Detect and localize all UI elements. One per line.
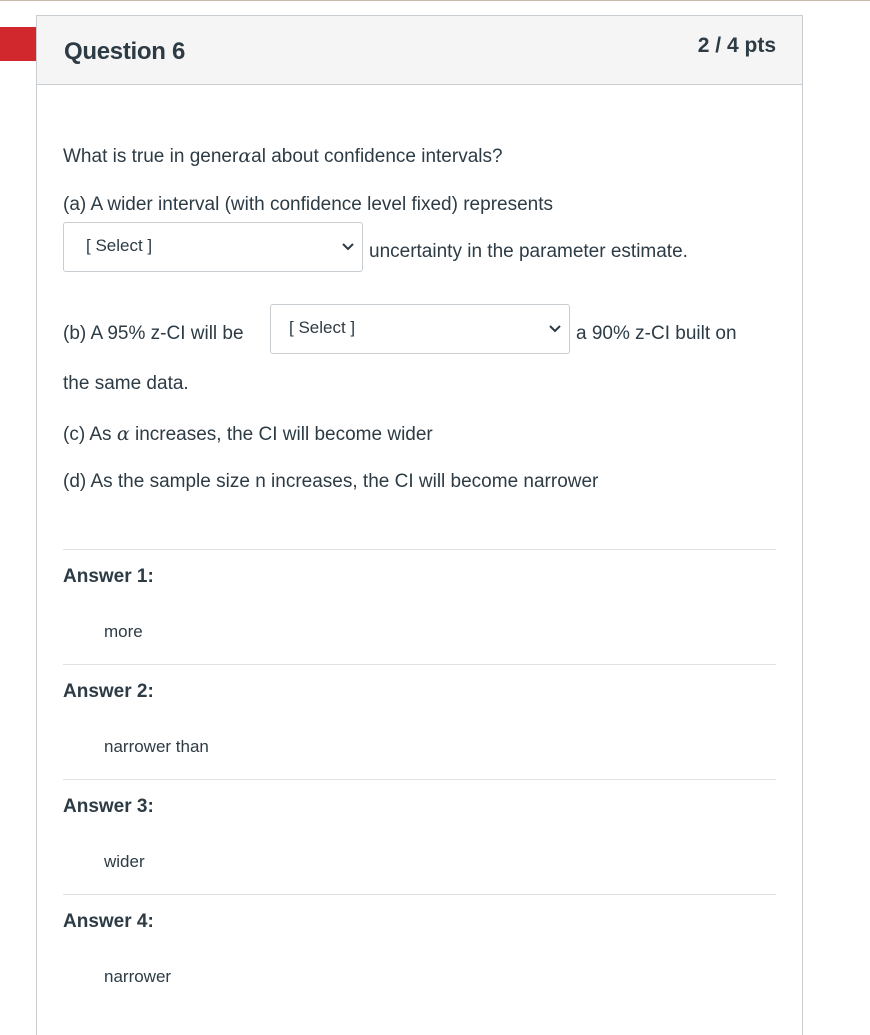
part-a-text: (a) A wider interval (with confidence level fixed) represents [63,194,554,215]
answer-1-label: Answer 1: [63,566,154,587]
question-points: 2 / 4 pts [697,34,776,57]
part-d-text: (d) As the sample size n increases, the CI will become narrower [63,471,599,492]
part-c-alpha: α [116,423,130,445]
divider [63,894,776,895]
part-a-suffix: uncertainty in the parameter estimate. [369,241,688,262]
answer-4-label: Answer 4: [63,911,154,932]
divider [63,664,776,665]
question-card [36,15,803,1035]
prompt-text-start: What is true in gener [63,146,239,167]
answer-2-select-value: [ Select ] [289,318,356,337]
part-b-suffix: a 90% z-CI built on [576,323,737,344]
part-b-continued: the same data. [63,373,189,394]
part-c-start: (c) As [63,424,117,445]
divider [63,779,776,780]
divider [63,549,776,550]
prompt-alpha: α [238,145,252,167]
chevron-down-icon [549,324,561,334]
answer-3-value: wider [104,852,145,871]
answer-2-value: narrower than [104,737,209,756]
answer-1-value: more [104,622,143,641]
chevron-down-icon [342,242,354,252]
part-c-end: increases, the CI will become wider [129,424,433,445]
answer-2-select[interactable] [270,304,570,354]
answer-1-select-value: [ Select ] [86,236,153,255]
question-header [37,16,802,85]
part-c-text [63,423,433,446]
question-title: Question 6 [64,38,186,65]
answer-3-label: Answer 3: [63,796,154,817]
answer-4-value: narrower [104,967,172,986]
part-b-prefix: (b) A 95% z-CI will be [63,323,244,344]
top-rule [0,0,870,1]
answer-1-select[interactable] [63,222,363,272]
answer-2-label: Answer 2: [63,681,154,702]
question-prompt [63,145,503,168]
prompt-text-end: al about confidence intervals? [251,146,503,167]
